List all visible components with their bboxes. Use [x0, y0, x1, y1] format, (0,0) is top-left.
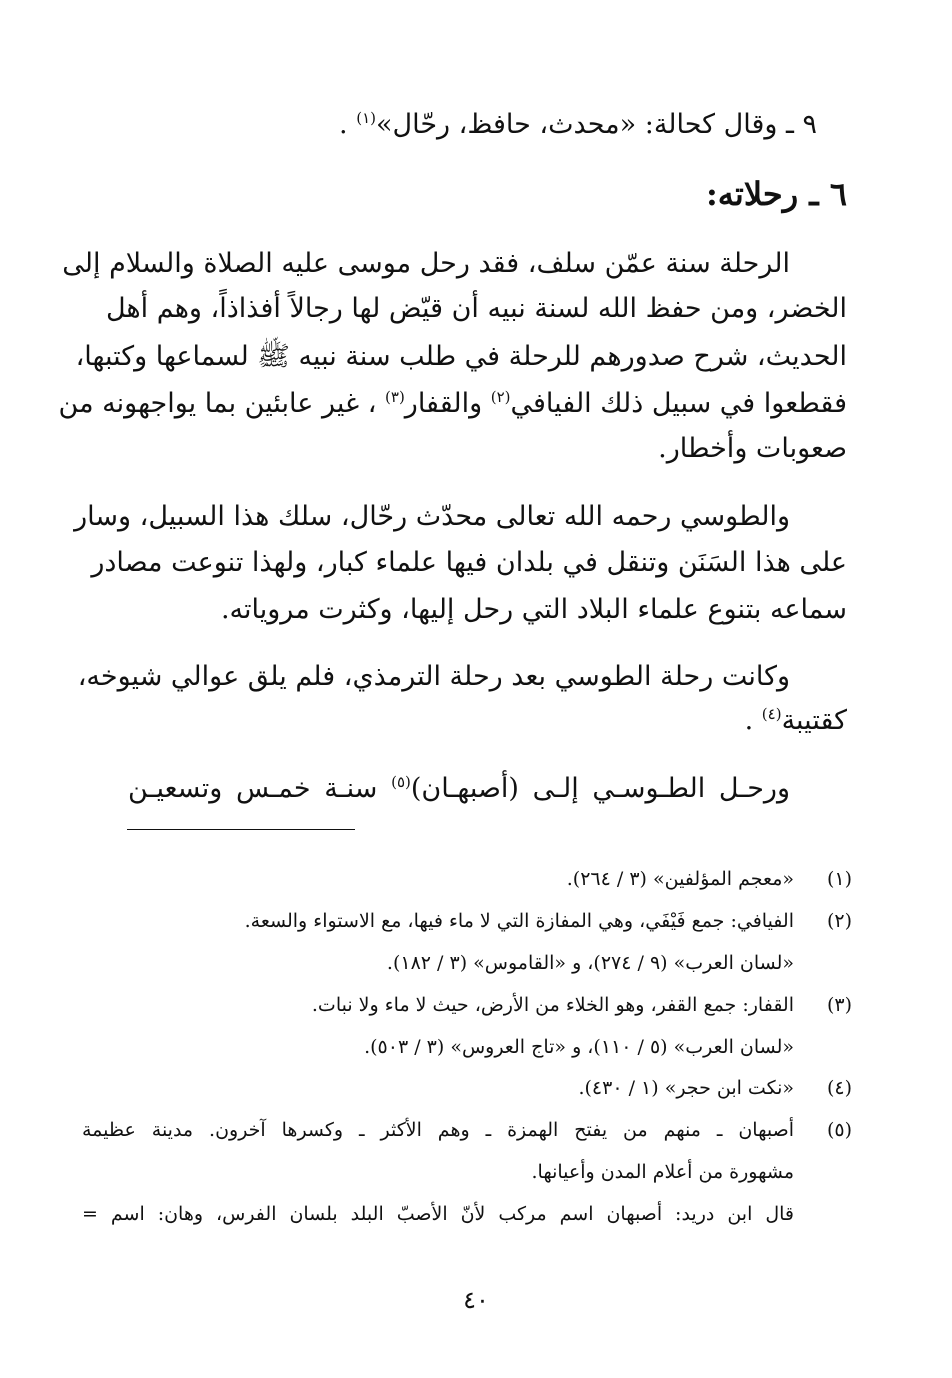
footnote-ref-1[interactable]: (١) — [356, 109, 376, 127]
p4-a: ورحـل الطـوسـي إلـى (أصبهـان) — [410, 773, 790, 804]
p1-l4-b: والقفار — [404, 388, 491, 419]
footnote-4-number: (٤) — [826, 1077, 852, 1099]
footnote-ref-3[interactable]: (٣) — [385, 388, 405, 406]
page-number: ٤٠ — [463, 1286, 489, 1314]
paragraph-1-line-3: الحديث، شرح صدورهم للرحلة في طلب سنة نبيه ﷺ لسماعها وكتبها، — [75, 341, 847, 372]
paragraph-3-line-2 — [745, 704, 847, 738]
p4-b: سنـة خمـس وتسعيـن — [128, 773, 392, 804]
footnote-ref-5[interactable]: (٥) — [391, 773, 411, 791]
footnote-5-line-3: قال ابن دريد: أصبهان اسم مركب لأنّ الأصبّ البلد بلسان الفرس، وهان: اسم = — [82, 1203, 794, 1225]
footnote-5-number: (٥) — [826, 1119, 852, 1141]
paragraph-1-line-4 — [58, 387, 847, 421]
p1-l4-c: ، غير عابئين بما يواجهونه من — [58, 388, 386, 419]
paragraph-2-line-2: على هذا السَنَن وتنقل في بلدان فيها علماء كبار، ولهذا تنوعت مصادر — [91, 547, 847, 578]
paragraph-4-line-1 — [128, 772, 790, 806]
footnote-5-line-2: مشهورة من أعلام المدن وأعيانها. — [531, 1161, 794, 1183]
footnote-3-line-1: القفار: جمع القفر، وهو الخلاء من الأرض، حيث لا ماء ولا نبات. — [311, 994, 794, 1016]
paragraph-1-line-2: الخضر، ومن حفظ الله لسنة نبيه أن قيّض لها رجالاً أفذاذاً، وهم أهل — [105, 293, 847, 324]
intro-line — [339, 108, 817, 142]
footnote-2-number: (٢) — [826, 910, 852, 932]
paragraph-1-line-5: صعوبات وأخطار. — [658, 433, 847, 464]
footnote-2-line-1: الفيافي: جمع فَيْفَي، وهي المفازة التي لا ماء فيها، مع الاستواء والسعة. — [244, 910, 794, 932]
footnote-1-line-1: «معجم المؤلفين» (٣ / ٢٦٤). — [566, 868, 794, 890]
footnote-3-number: (٣) — [826, 994, 852, 1016]
footnote-1-number: (١) — [826, 868, 852, 890]
intro-end: . — [339, 109, 357, 140]
footnote-2-line-2: «لسان العرب» (٩ / ٢٧٤)، و «القاموس» (٣ / ١٨٢). — [386, 952, 794, 974]
footnote-5-line-1: أصبهان ـ منهم من يفتح الهمزة ـ وهم الأكثر ـ وكسرها آخرون. مدينة عظيمة — [82, 1119, 794, 1141]
footnote-ref-4[interactable]: (٤) — [761, 705, 782, 723]
intro-text: ٩ ـ وقال كحالة: «محدث، حافظ، رحّال» — [376, 109, 817, 140]
footnote-4-line-1: «نكت ابن حجر» (١ / ٤٣٠). — [578, 1077, 794, 1099]
p1-l4-a: فقطعوا في سبيل ذلك الفيافي — [510, 388, 847, 419]
paragraph-1-line-1: الرحلة سنة عمّن سلف، فقد رحل موسى عليه الصلاة والسلام إلى — [62, 248, 790, 279]
p3-l2-b: . — [744, 705, 762, 736]
p3-l2-a: كقتيبة — [781, 705, 847, 736]
paragraph-2-line-3: سماعه بتنوع علماء البلاد التي رحل إليها، وكثرت مروياته. — [220, 594, 847, 625]
paragraph-3-line-1: وكانت رحلة الطوسي بعد رحلة الترمذي، فلم يلق عوالي شيوخه، — [77, 661, 790, 692]
section-heading: ٦ ـ رحلاته: — [705, 175, 847, 213]
footnote-ref-2[interactable]: (٢) — [490, 388, 511, 406]
footnote-separator — [127, 829, 355, 830]
footnote-3-line-2: «لسان العرب» (٥ / ١١٠)، و «تاج العروس» (٣ / ٥٠٣). — [364, 1036, 794, 1058]
paragraph-2-line-1: والطوسي رحمه الله تعالى محدّث رحّال، سلك هذا السبيل، وسار — [74, 501, 790, 532]
